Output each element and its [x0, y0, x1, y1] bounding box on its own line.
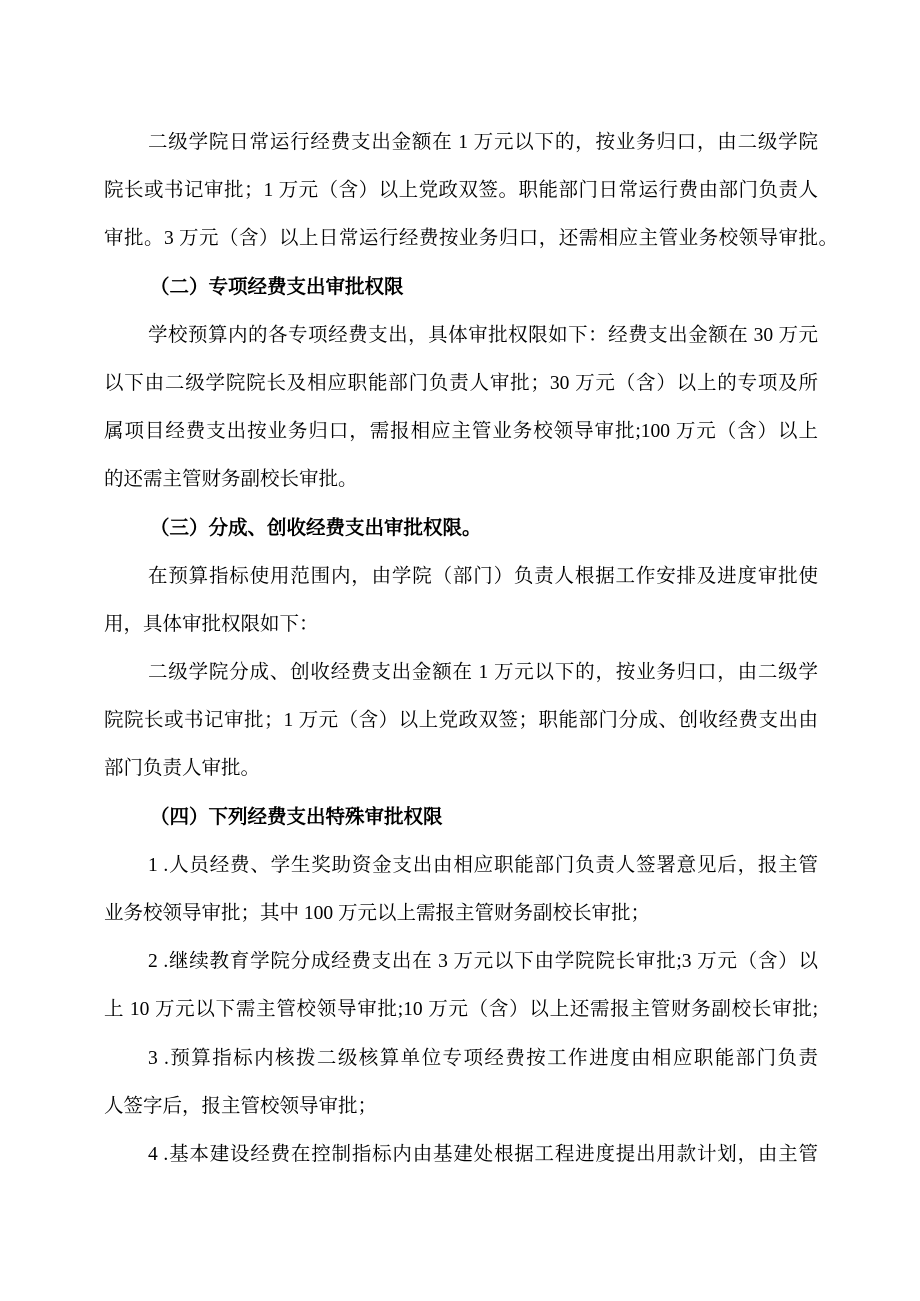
paragraph-line: 在预算指标使用范围内，由学院（部门）负责人根据工作安排及进度审批使 [148, 565, 818, 587]
paragraph [104, 119, 838, 264]
list-item-line: 1 .人员经费、学生奖助资金支出由相应职能部门负责人签署意见后，报主管 [148, 854, 818, 876]
list-item-line: 上 10 万元以下需主管校领导审批;10 万元（含）以上还需报主管财务副校长审批; [104, 999, 818, 1021]
paragraph-line: 院院长或书记审批；1 万元（含）以上党政双签；职能部门分成、创收经费支出由 [104, 710, 818, 732]
paragraph-line: 审批。3 万元（含）以上日常运行经费按业务归口，还需相应主管业务校领导审批。 [104, 228, 838, 250]
section-heading: （四）下列经费支出特殊审批权限 [150, 806, 443, 828]
section-heading: （三）分成、创收经费支出审批权限。 [150, 517, 482, 539]
paragraph-line: 院长或书记审批；1 万元（含）以上党政双签。职能部门日常运行费由部门负责人 [104, 180, 818, 202]
paragraph [104, 553, 818, 649]
paragraph-line: 二级学院日常运行经费支出金额在 1 万元以下的，按业务归口，由二级学院 [148, 132, 818, 153]
list-item-line: 业务校领导审批；其中 100 万元以上需报主管财务副校长审批； [104, 903, 651, 924]
list-item [104, 842, 818, 938]
paragraph-line: 学校预算内的各专项经费支出，具体审批权限如下：经费支出金额在 30 万元 [148, 324, 818, 346]
list-item [104, 938, 818, 1034]
section-heading: （二）专项经费支出审批权限 [150, 276, 404, 298]
paragraph [104, 312, 818, 505]
list-item-line: 3 .预算指标内核拨二级核算单位专项经费按工作进度由相应职能部门负责 [148, 1047, 818, 1069]
list-item-line: 2 .继续教育学院分成经费支出在 3 万元以下由学院院长审批;3 万元（含）以 [148, 951, 818, 973]
list-item [104, 1035, 818, 1131]
list-item-line: 人签字后，报主管校领导审批； [104, 1095, 378, 1117]
paragraph-line: 用，具体审批权限如下： [104, 613, 319, 635]
paragraph-line: 以下由二级学院院长及相应职能部门负责人审批；30 万元（含）以上的专项及所 [104, 372, 818, 394]
paragraph-line: 属项目经费支出按业务归口，需报相应主管业务校领导审批;100 万元（含）以上 [104, 421, 818, 443]
paragraph [104, 649, 818, 794]
document-body [104, 119, 838, 1179]
list-item-line: 4 .基本建设经费在控制指标内由基建处根据工程进度提出用款计划，由主管 [148, 1143, 818, 1165]
paragraph-line: 部门负责人审批。 [104, 758, 261, 780]
list-item [104, 1131, 818, 1179]
paragraph-line: 二级学院分成、创收经费支出金额在 1 万元以下的，按业务归口，由二级学 [148, 662, 818, 684]
paragraph-line: 的还需主管财务副校长审批。 [104, 469, 358, 491]
